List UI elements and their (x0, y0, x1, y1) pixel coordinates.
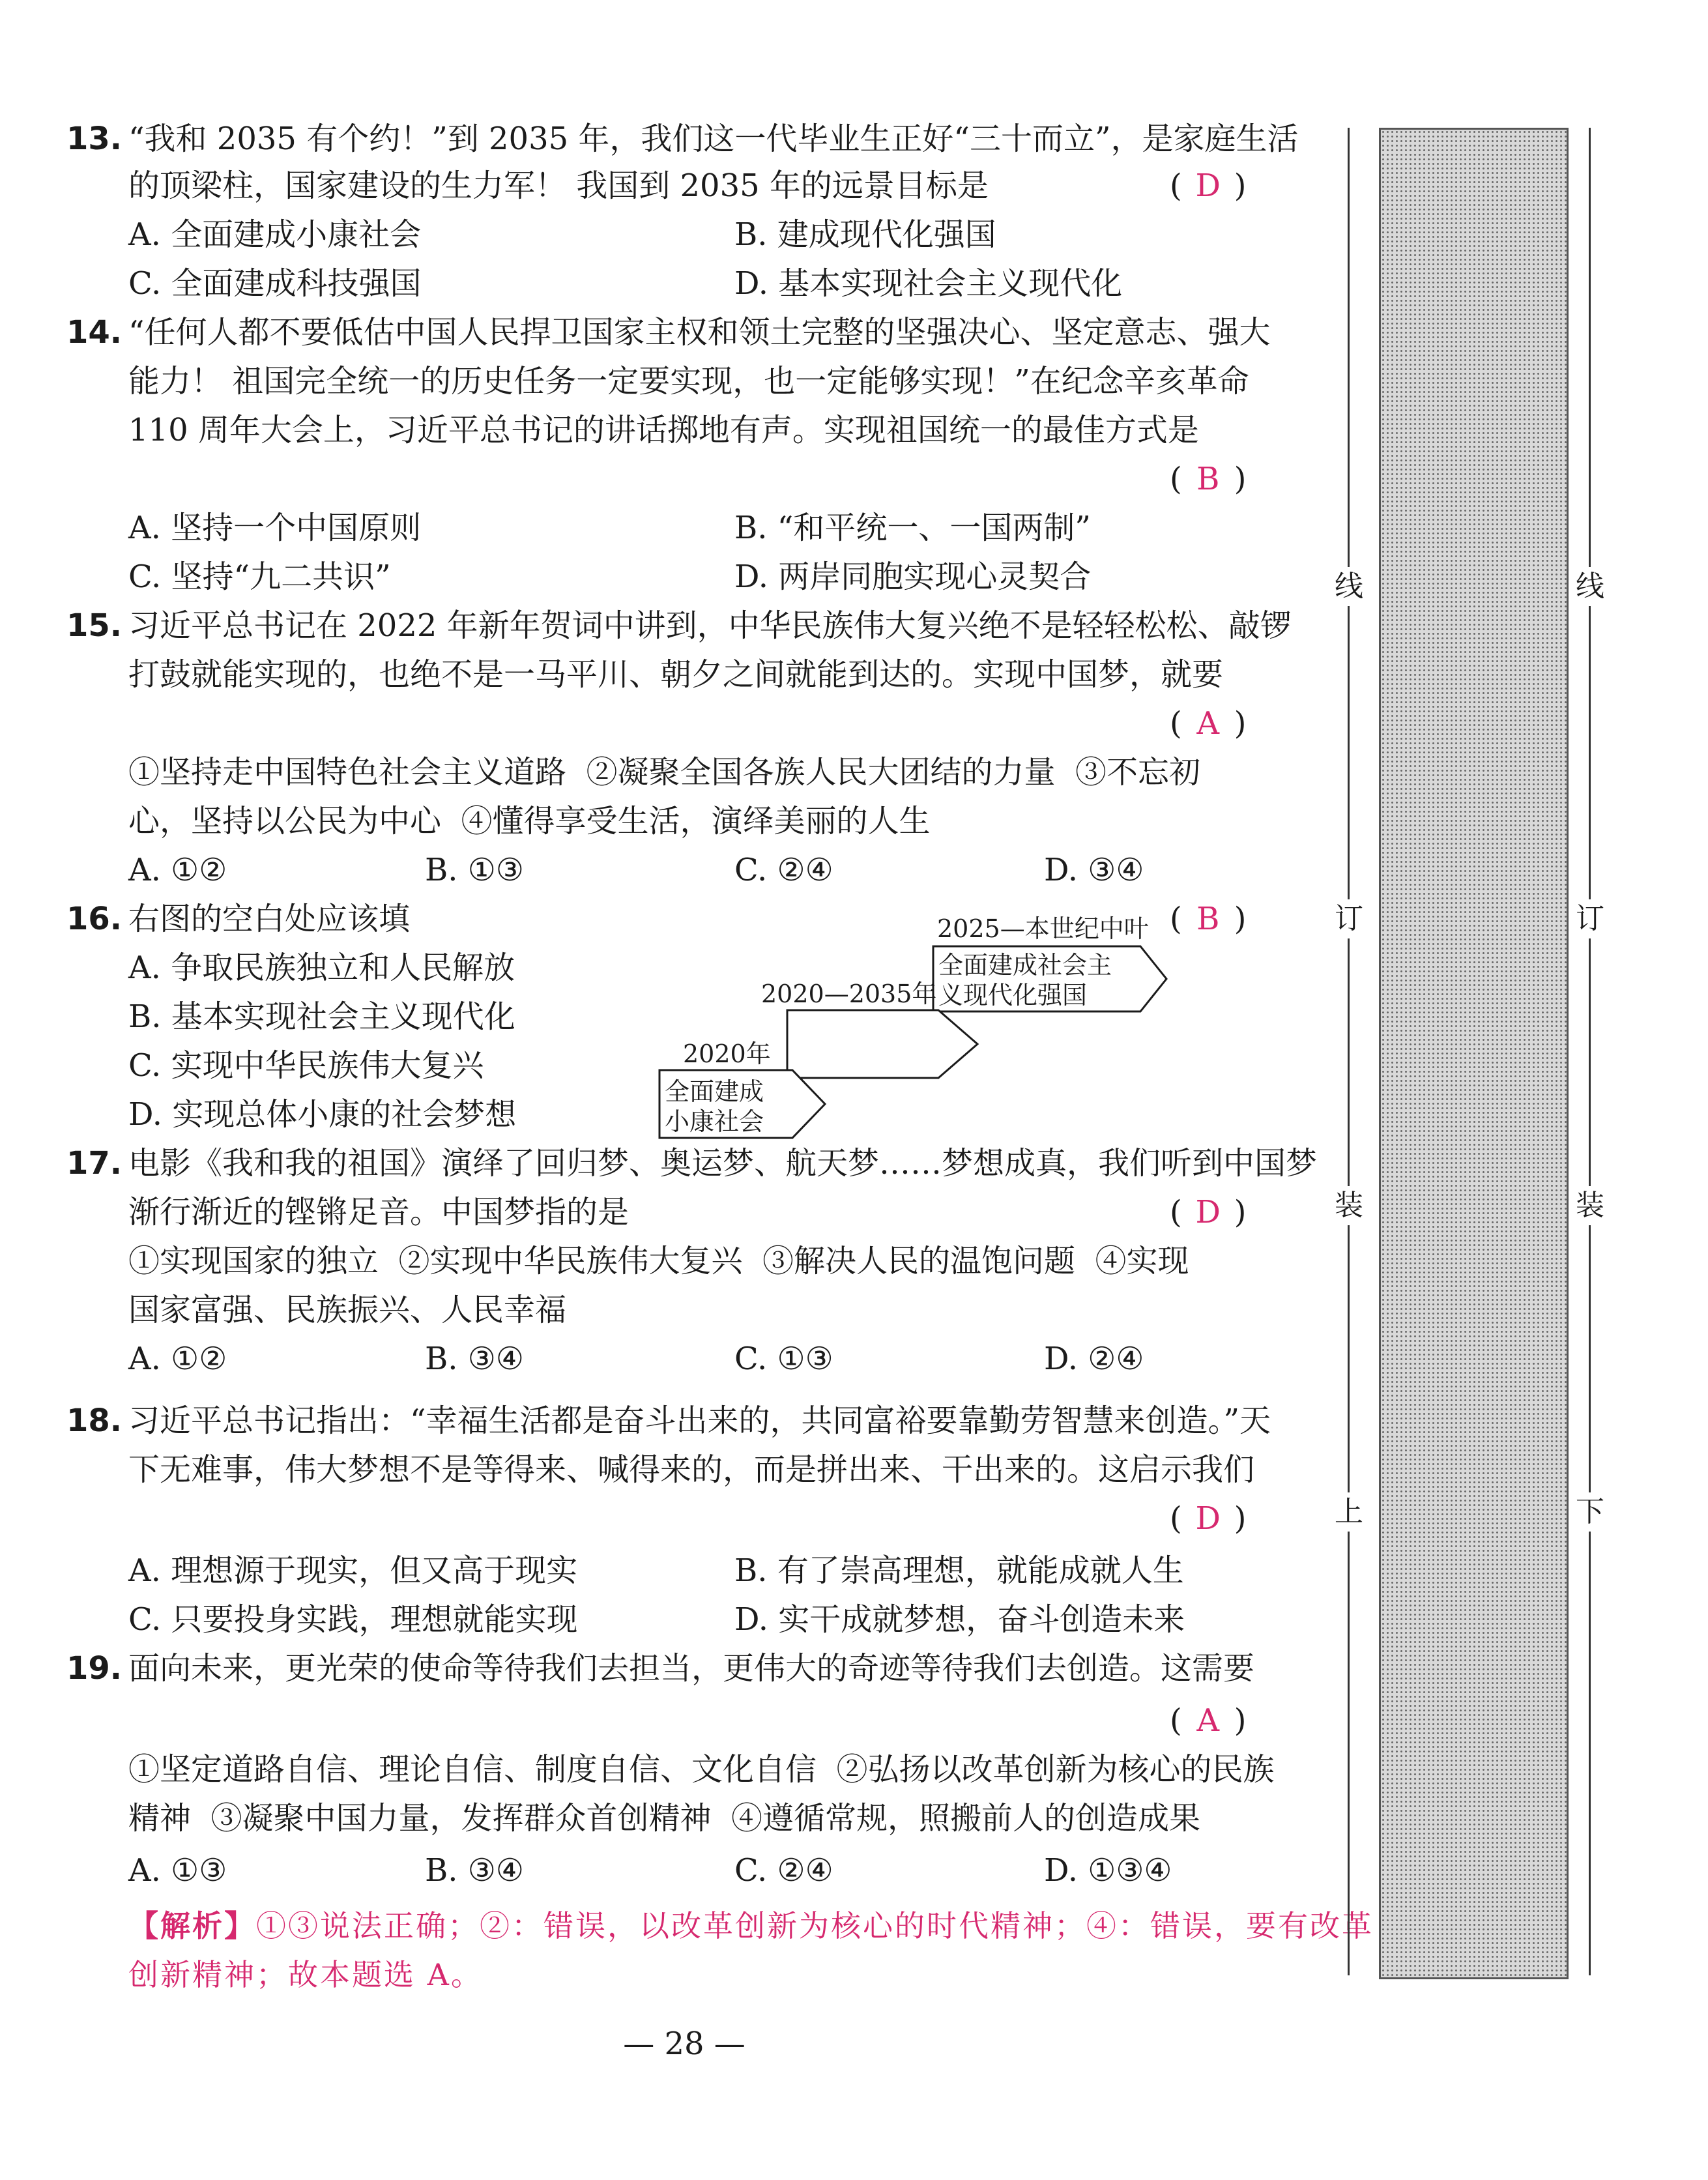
analysis-tag: 【解析】 (128, 1908, 256, 1943)
question-13-option-a: A. 全面建成小康社会 (128, 216, 422, 253)
question-18-option-c: C. 只要投身实践，理想就能实现 (128, 1601, 578, 1638)
question-18-option-a: A. 理想源于现实，但又高于现实 (128, 1552, 578, 1589)
question-17-stem-line-1: 电影《我和我的祖国》演绎了回归梦、奥运梦、航天梦……梦想成真，我们听到中国梦 (128, 1145, 1318, 1182)
binding-strip (1379, 128, 1569, 1979)
question-16-stem-line-1: 右图的空白处应该填 (128, 901, 411, 937)
step-3-label-line-1: 全面建成社会主 (938, 951, 1112, 980)
question-18-number: 18. (66, 1402, 123, 1439)
step-2-year: 2020—2035年 (761, 980, 937, 1008)
question-17-items-line-1: ①实现国家的独立 ②实现中华民族伟大复兴 ③解决人民的温饱问题 ④实现 (128, 1243, 1189, 1279)
question-19-number: 19. (66, 1650, 123, 1687)
question-17-option-a: A. ①② (128, 1341, 227, 1377)
margin-char-right-low: 装 (1570, 1186, 1610, 1225)
question-16-option-b: B. 基本实现社会主义现代化 (128, 998, 515, 1035)
question-17-answer: D (1195, 1194, 1221, 1230)
margin-char-left-mid: 订 (1329, 899, 1368, 938)
analysis-line-1 (128, 1906, 1374, 1945)
question-13-option-d: D. 基本实现社会主义现代化 (734, 265, 1123, 302)
question-19-option-a: A. ①③ (128, 1852, 227, 1889)
question-15-number: 15. (66, 607, 123, 644)
question-18-answer-bracket: ( D ) (1170, 1500, 1247, 1537)
question-18-answer: D (1195, 1500, 1221, 1537)
question-13-stem-line-2: 的顶梁柱，国家建设的生力军！ 我国到 2035 年的远景目标是 (128, 167, 989, 204)
question-14-option-a: A. 坚持一个中国原则 (128, 510, 422, 546)
question-17-items-line-2: 国家富强、民族振兴、人民幸福 (128, 1292, 567, 1328)
question-16-answer-bracket: ( B ) (1170, 901, 1247, 937)
margin-char-left-bottom: 上 (1329, 1492, 1368, 1532)
question-16-option-d: D. 实现总体小康的社会梦想 (128, 1096, 517, 1133)
question-19-option-c: C. ②④ (734, 1852, 833, 1889)
question-15-items-line-1: ①坚持走中国特色社会主义道路 ②凝聚全国各族人民大团结的力量 ③不忘初 (128, 754, 1201, 791)
step-1-label-line-1: 全面建成 (665, 1077, 764, 1106)
margin-char-right-mid: 订 (1570, 899, 1610, 938)
margin-char-right-bottom: 下 (1570, 1492, 1610, 1532)
question-14-number: 14. (66, 314, 123, 351)
question-16-option-a: A. 争取民族独立和人民解放 (128, 950, 515, 986)
question-16-number: 16. (66, 901, 123, 937)
question-17-option-b: B. ③④ (425, 1341, 524, 1377)
question-17-stem-line-2: 渐行渐近的铿锵足音。中国梦指的是 (128, 1194, 630, 1230)
question-17-option-d: D. ②④ (1044, 1341, 1144, 1377)
question-14-stem-line-1: “任何人都不要低估中国人民捍卫国家主权和领土完整的坚强决心、坚定意志、强大 (128, 314, 1271, 351)
margin-char-left-top: 线 (1329, 567, 1368, 606)
question-19-items-line-1: ①坚定道路自信、理论自信、制度自信、文化自信 ②弘扬以改革创新为核心的民族 (128, 1751, 1275, 1788)
question-16-answer: B (1196, 901, 1220, 937)
question-15-stem-line-2: 打鼓就能实现的，也绝不是一马平川、朝夕之间就能到达的。实现中国梦，就要 (128, 656, 1224, 693)
question-14-option-c: C. 坚持“九二共识” (128, 559, 391, 595)
question-14-option-b: B. “和平统一、一国两制” (734, 510, 1091, 546)
margin-char-right-top: 线 (1570, 567, 1610, 606)
question-16-option-c: C. 实现中华民族伟大复兴 (128, 1047, 484, 1084)
question-18-option-b: B. 有了崇高理想，就能成就人生 (734, 1552, 1184, 1589)
analysis-text-1: ①③说法正确；②：错误，以改革创新为核心的时代精神；④：错误，要有改革 (256, 1908, 1374, 1943)
question-13-stem-line-1: “我和 2035 有个约！”到 2035 年，我们这一代毕业生正好“三十而立”，是家庭生活 (128, 121, 1299, 157)
step-1-year: 2020年 (683, 1039, 771, 1068)
binding-line-left (1348, 128, 1350, 1975)
question-13-option-b: B. 建成现代化强国 (734, 216, 996, 253)
question-15-answer: A (1196, 705, 1220, 742)
question-14-stem-line-3: 110 周年大会上，习近平总书记的讲话掷地有声。实现祖国统一的最佳方式是 (128, 412, 1199, 448)
question-15-option-c: C. ②④ (734, 852, 833, 888)
binding-line-right (1589, 128, 1591, 1975)
staircase-diagram (652, 906, 1173, 1141)
question-19-option-b: B. ③④ (425, 1852, 524, 1889)
question-19-stem-line-1: 面向未来，更光荣的使命等待我们去担当，更伟大的奇迹等待我们去创造。这需要 (128, 1650, 1255, 1687)
question-19-items-line-2: 精神 ③凝聚中国力量，发挥群众首创精神 ④遵循常规，照搬前人的创造成果 (128, 1800, 1201, 1837)
question-18-option-d: D. 实干成就梦想，奋斗创造未来 (734, 1601, 1185, 1638)
question-14-answer: B (1196, 461, 1220, 497)
question-18-stem-line-2: 下无难事，伟大梦想不是等得来、喊得来的，而是拼出来、干出来的。这启示我们 (128, 1451, 1255, 1488)
page-number: — 28 — (623, 2026, 745, 2062)
question-15-answer-bracket: ( A ) (1170, 705, 1247, 742)
question-13-option-c: C. 全面建成科技强国 (128, 265, 422, 302)
question-14-option-d: D. 两岸同胞实现心灵契合 (734, 559, 1092, 595)
question-13-answer-bracket: ( D ) (1170, 167, 1247, 204)
question-13-answer: D (1195, 167, 1221, 204)
question-15-stem-line-1: 习近平总书记在 2022 年新年贺词中讲到，中华民族伟大复兴绝不是轻轻松松、敲锣 (128, 607, 1292, 644)
question-15-items-line-2: 心，坚持以公民为中心 ④懂得享受生活，演绎美丽的人生 (128, 803, 931, 839)
question-15-option-b: B. ①③ (425, 852, 524, 888)
question-17-option-c: C. ①③ (734, 1341, 833, 1377)
question-17-number: 17. (66, 1145, 123, 1182)
question-15-option-a: A. ①② (128, 852, 227, 888)
question-19-answer-bracket: ( A ) (1170, 1702, 1247, 1739)
step-1-label-line-2: 小康社会 (665, 1107, 764, 1136)
analysis-line-2: 创新精神；故本题选 A。 (128, 1957, 483, 1992)
question-19-option-d: D. ①③④ (1044, 1852, 1172, 1889)
question-13-number: 13. (66, 121, 123, 157)
step-2-arrow (787, 1010, 977, 1078)
question-17-answer-bracket: ( D ) (1170, 1194, 1247, 1230)
question-14-answer-bracket: ( B ) (1170, 461, 1247, 497)
margin-char-left-low: 装 (1329, 1186, 1368, 1225)
question-18-stem-line-1: 习近平总书记指出：“幸福生活都是奋斗出来的，共同富裕要靠勤劳智慧来创造。”天 (128, 1402, 1271, 1439)
step-3-label-line-2: 义现代化强国 (938, 981, 1088, 1010)
question-19-answer: A (1196, 1702, 1220, 1739)
step-3-year: 2025—本世纪中叶 (937, 914, 1149, 943)
question-14-stem-line-2: 能力！ 祖国完全统一的历史任务一定要实现，也一定能够实现！”在纪念辛亥革命 (128, 363, 1249, 400)
question-15-option-d: D. ③④ (1044, 852, 1144, 888)
